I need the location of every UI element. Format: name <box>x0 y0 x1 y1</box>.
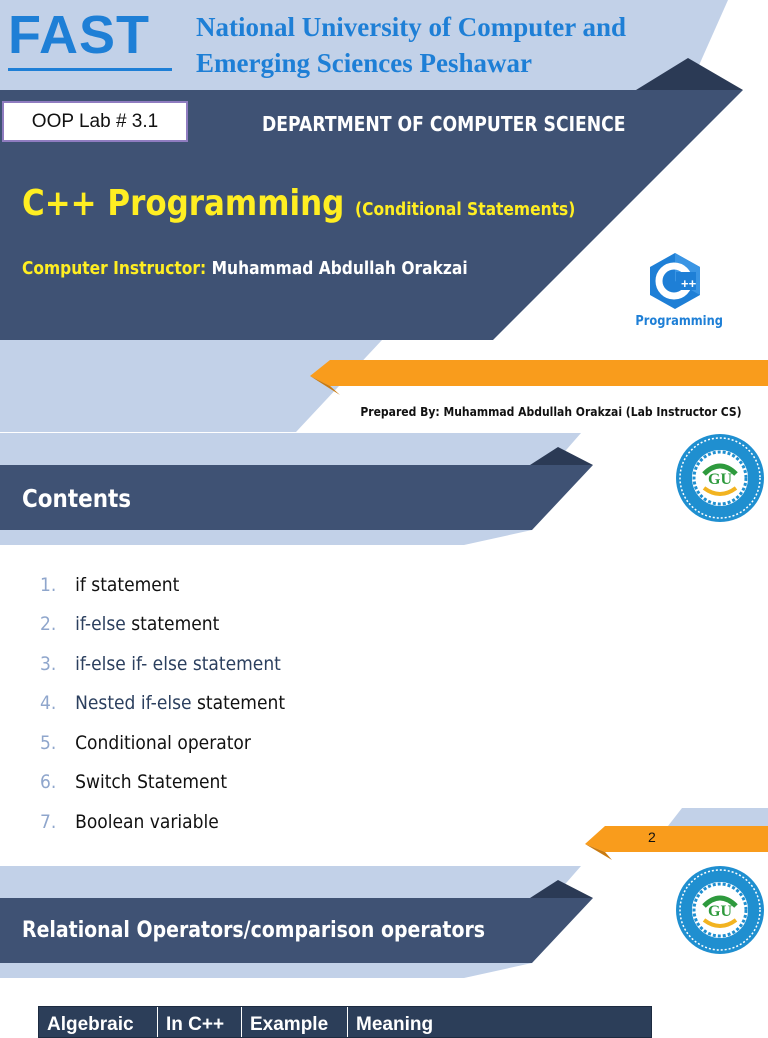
table-header-cell: Example <box>242 1007 348 1037</box>
contents-list <box>40 565 312 842</box>
contents-list-item <box>40 565 285 605</box>
orange-ribbon <box>310 360 768 386</box>
contents-list-item <box>40 644 285 684</box>
prepared-by: Prepared By: Muhammad Abdullah Orakzai (Lab Instructor CS) <box>360 405 742 419</box>
list-item-text <box>75 732 251 754</box>
contents-list-item <box>40 605 285 645</box>
list-item-number: 6. <box>40 771 57 794</box>
table-header-cell: Meaning <box>356 1014 434 1035</box>
list-item-text <box>75 613 219 635</box>
page2-light-corner <box>668 808 768 826</box>
relational-light-band <box>0 866 581 898</box>
list-item-rest: Conditional operator <box>75 731 251 754</box>
list-item-number: 4. <box>40 692 57 715</box>
relational-table-header <box>38 1006 652 1038</box>
list-item-rest: statement <box>191 692 286 715</box>
lab-number-label: OOP Lab # 3.1 <box>2 101 188 142</box>
page2-orange-tab <box>585 826 768 852</box>
table-header-cell: Algebraic <box>39 1007 158 1037</box>
instructor-name: Muhammad Abdullah Orakzai <box>211 258 468 279</box>
list-item-text <box>75 771 227 793</box>
list-item-number: 3. <box>40 652 57 675</box>
fast-logo: FAST <box>8 5 151 65</box>
instructor-line <box>22 258 468 279</box>
relational-heading: Relational Operators/comparison operators <box>22 918 486 943</box>
list-item-text <box>75 653 281 675</box>
seal-initials: GU <box>708 903 732 920</box>
cpp-plus-text: ++ <box>681 276 697 291</box>
title-subtitle: (Conditional Statements) <box>355 199 576 220</box>
cpp-logo <box>630 250 723 336</box>
list-item-number: 5. <box>40 731 57 754</box>
fast-logo-underline <box>8 68 172 71</box>
contents-list-item <box>40 763 285 803</box>
university-seal-icon <box>674 864 766 956</box>
university-name-line-1: National University of Computer and <box>196 12 627 42</box>
list-item-highlight: if-else <box>75 613 126 636</box>
seal-initials: GU <box>708 471 732 488</box>
instructor-label: Computer Instructor: <box>22 258 207 279</box>
list-item-number: 2. <box>40 613 57 636</box>
list-item-text <box>75 692 285 714</box>
contents-heading: Contents <box>22 484 132 513</box>
list-item-rest: if statement <box>75 573 180 596</box>
contents-lower-light-band <box>0 530 532 545</box>
table-header-cell: In C++ <box>158 1007 242 1037</box>
department-title: DEPARTMENT OF COMPUTER SCIENCE <box>262 112 626 136</box>
university-seal-icon <box>674 432 766 524</box>
contents-list-item <box>40 684 285 724</box>
list-item-highlight: Nested if-else <box>75 692 192 715</box>
page-number: 2 <box>648 829 656 845</box>
list-item-text <box>75 811 219 833</box>
contents-list-item <box>40 723 285 763</box>
contents-list-item <box>40 802 285 842</box>
list-item-highlight: if-else if- else statement <box>75 652 281 675</box>
relational-lower-light-band <box>0 963 532 978</box>
title-main: C++ Programming <box>22 183 345 224</box>
list-item-number: 7. <box>40 810 57 833</box>
university-name-line-2: Emerging Sciences Peshawar <box>196 48 532 78</box>
lower-light-band <box>0 340 382 432</box>
cpp-logo-caption: Programming <box>635 314 723 329</box>
list-item-number: 1. <box>40 573 57 596</box>
document-title <box>22 183 575 224</box>
list-item-rest: Switch Statement <box>75 771 228 794</box>
list-item-text <box>75 574 179 596</box>
list-item-rest: Boolean variable <box>75 810 219 833</box>
contents-light-band <box>0 433 581 465</box>
list-item-rest: statement <box>125 613 220 636</box>
